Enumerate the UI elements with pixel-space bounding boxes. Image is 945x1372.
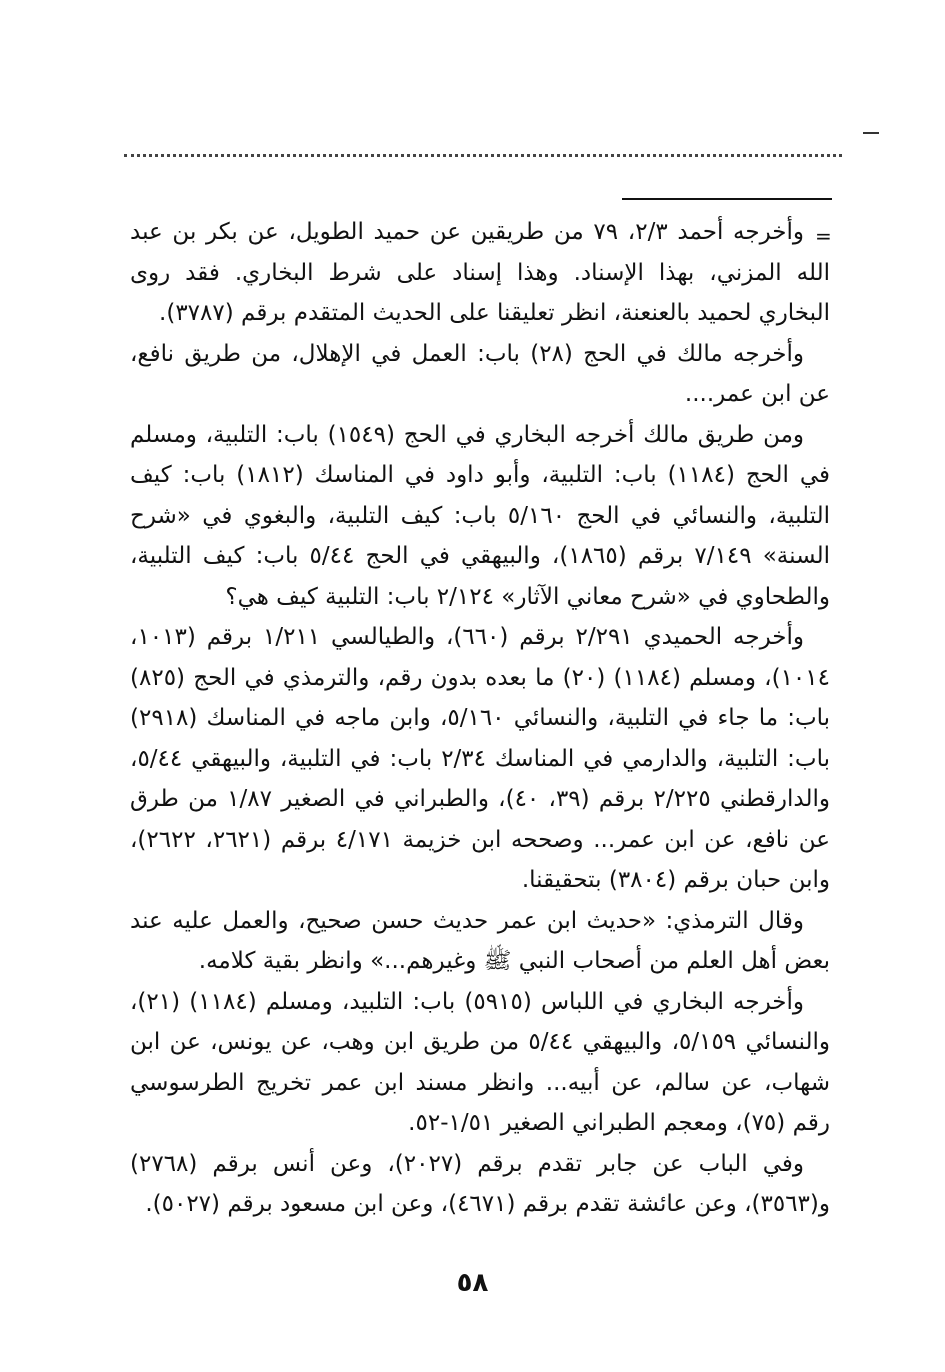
footnote-paragraph: وأخرجه الحميدي ٢/٢٩١ برقم (٦٦٠)، والطيالسي ١/٢١١ برقم (١٠١٣، ١٠١٤)، ومسلم (١١٨٤) (٢٠) ما بعده بدون رقم، والترمذي في الحج (٨٢٥) باب: ما جاء في التلبية، والنسائي ٥/١٦٠، وابن ماجه في المناسك (٢٩١٨) باب: التلبية، والدارمي في المناسك ٢/٣٤ باب: في التلبية، والبيهقي ٥/٤٤، والدارقطني ٢/٢٢٥ برقم (٣٩، ٤٠)، والطبراني في الصغير ١/٨٧ من طرق عن نافع، عن ابن عمر... وصححه ابن خزيمة ٤/١٧١ برقم (٢٦٢١، ٢٦٢٢)، وابن حبان برقم (٣٨٠٤) بتحقيقنا. — [130, 624, 831, 893]
footnote-paragraph: وأخرجه مالك في الحج (٢٨) باب: العمل في الإهلال، من طريق نافع، عن ابن عمر.... — [130, 340, 830, 407]
footnote-paragraph: وأخرجه أحمد ٢/٣، ٧٩ من طريقين عن حميد الطويل، عن بكر بن عبد الله المزني، بهذا الإسناد. وهذا إسناد على شرط البخاري. فقد روى البخاري لحميد بالعنعنة، انظر تعليقنا على الحديث المتقدم برقم (٣٧٨٧). — [130, 219, 830, 326]
footnote-paragraph: وفي الباب عن جابر تقدم برقم (٢٠٢٧)، وعن أنس برقم (٢٧٦٨) و(٣٥٦٣)، وعن عائشة تقدم برقم (٤٦٧١)، وعن ابن مسعود برقم (٥٠٢٧). — [130, 1150, 830, 1217]
footnote-paragraph: ومن طريق مالك أخرجه البخاري في الحج (١٥٤٩) باب: التلبية، ومسلم في الحج (١١٨٤) باب: التلبية، وأبو داود في المناسك (١٨١٢) باب: كيف التلبية، والنسائي في الحج ٥/١٦٠ باب: كيف التلبية، والبغوي في «شرح السنة» ٧/١٤٩ برقم (١٨٦٥)، والبيهقي في الحج ٥/٤٤ باب: كيف التلبية، والطحاوي في «شرح معاني الآثار» ٢/١٢٤ باب: التلبية كيف هي؟ — [130, 421, 830, 610]
footnote-paragraph: وأخرجه البخاري في اللباس (٥٩١٥) باب: التلبيد، ومسلم (١١٨٤) (٢١)، والنسائي ٥/١٥٩، والبيهقي ٥/٤٤ من طريق ابن وهب، عن يونس، عن ابن شهاب، عن سالم، عن أبيه... وانظر مسند ابن عمر تخريج الطرسوسي رقم (٧٥)، ومعجم الطبراني الصغير ١/٥١-٥٢. — [130, 988, 830, 1136]
footnote-paragraph: وقال الترمذي: «حديث ابن عمر حديث حسن صحيح، والعمل عليه عند بعض أهل العلم من أصحاب النبي ﷺ وغيرهم...» وانظر بقية كلامه. — [130, 907, 830, 974]
page-number: ٥٨ — [456, 1268, 489, 1298]
footnote-rule — [622, 198, 832, 200]
footnote-body — [130, 212, 830, 1225]
margin-dash — [863, 132, 879, 134]
dotted-separator — [124, 154, 842, 163]
continuation-mark: = — [815, 224, 832, 248]
